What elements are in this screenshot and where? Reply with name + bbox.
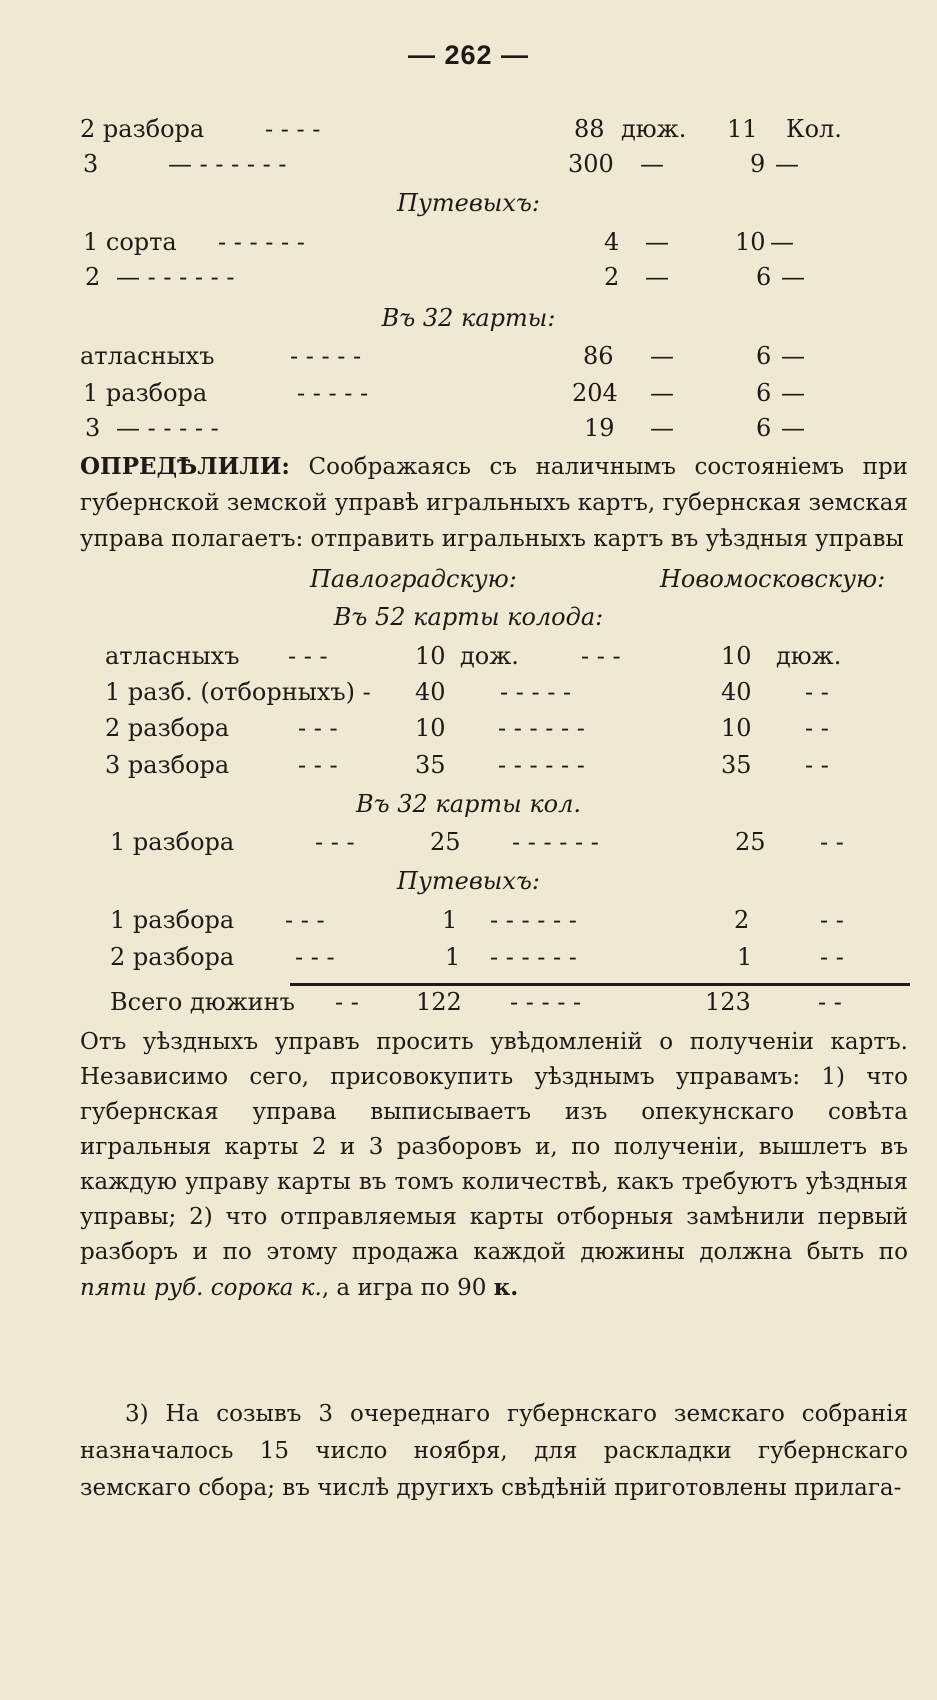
price-kopecks: сорока к. xyxy=(210,1275,322,1301)
row-unit2: — xyxy=(781,379,805,407)
row-unit-novomoskovsk: - - xyxy=(805,678,829,706)
row-dashes: - - - xyxy=(285,906,325,934)
kopeck-abbrev: к. xyxy=(493,1274,519,1301)
row-dashes: - - - - - - xyxy=(498,714,585,742)
total-label: Всего дюжинъ xyxy=(110,988,295,1016)
row-unit: — xyxy=(650,342,674,370)
paragraph-text-end: , а игра по 90 xyxy=(321,1275,487,1301)
row-unit-novomoskovsk: - - xyxy=(805,751,829,779)
paragraph-text: 3) На созывъ 3 очереднаго губернскаго земскаго собранія назначалось 15 число ноября, для раскладки губернскаго земскаго сбора; въ числѣ другихъ свѣдѣній приготовлены прилага- xyxy=(80,1401,908,1501)
row-value-pavlograd: 1 xyxy=(445,943,461,971)
paragraph-text: Отъ уѣздныхъ управъ просить увѣдомленій о полученіи картъ. Независимо сего, присовокупить уѣзднымъ управамъ: 1) что губернская управа выписываетъ изъ опекунскаго совѣта игральныя карты 2 и 3 разборовъ и, по полученіи, вышлетъ въ каждую управу карты въ томъ количествѣ, какъ требуютъ уѣздныя управы; 2) что отправляемыя карты отборныя замѣнили первый разборъ и по этому продажа каждой дюжины должна быть по xyxy=(80,1029,908,1265)
row-label: 3 разбора xyxy=(105,751,230,779)
row-label: 1 разбора xyxy=(110,906,235,934)
section-32-cards: Въ 32 карты: xyxy=(381,304,556,332)
row-value: 88 xyxy=(574,115,605,143)
row-dashes: - - - - - xyxy=(500,678,572,706)
row-dashes: - - - - - - xyxy=(512,828,599,856)
row-unit-novomoskovsk: - - xyxy=(805,714,829,742)
row-value-pavlograd: 25 xyxy=(430,828,461,856)
row-dashes: - - - xyxy=(581,642,621,670)
row-value-novomoskovsk: 10 xyxy=(721,714,752,742)
row-unit: дюж. xyxy=(621,115,687,143)
row-dashes: - - xyxy=(335,988,359,1016)
section-32-cards-kol: Въ 32 карты кол. xyxy=(355,790,582,818)
row-label: 3 xyxy=(83,150,99,178)
row-unit2: — xyxy=(781,263,805,291)
paragraph-lead: ОПРЕДѢЛИЛИ: xyxy=(80,453,290,480)
row-value-novomoskovsk: 2 xyxy=(734,906,750,934)
row-label: атласныхъ xyxy=(105,642,240,670)
row-unit: — xyxy=(645,263,669,291)
row-value-pavlograd: 40 xyxy=(415,678,446,706)
row-value2: 6 xyxy=(756,342,772,370)
row-dashes: — - - - - - xyxy=(116,414,219,442)
row-value-novomoskovsk: 10 xyxy=(721,642,752,670)
row-dashes: - - - - - - xyxy=(490,943,577,971)
total-value-novomoskovsk: 123 xyxy=(705,988,751,1016)
row-unit-pavlograd: дож. xyxy=(460,642,519,670)
row-value2: 6 xyxy=(756,379,772,407)
paragraph-instructions xyxy=(80,1025,908,1306)
row-value-pavlograd: 10 xyxy=(415,642,446,670)
row-dashes: - - - - - - xyxy=(218,228,305,256)
total-value-pavlograd: 122 xyxy=(416,988,462,1016)
section-putevykh: Путевыхъ: xyxy=(397,189,540,217)
paragraph-text: Соображаясь съ наличнымъ состояніемъ при губернской земской управѣ игральныхъ картъ, губернская земская управа полагаетъ: отправить игральныхъ картъ въ уѣздныя управы xyxy=(80,454,908,552)
row-unit: — xyxy=(645,228,669,256)
row-dashes: — - - - - - - xyxy=(168,150,287,178)
paragraph-session xyxy=(80,1396,908,1507)
row-unit-novomoskovsk: дюж. xyxy=(776,642,842,670)
row-label: 1 сорта xyxy=(83,228,177,256)
row-value-pavlograd: 1 xyxy=(442,906,458,934)
row-value: 86 xyxy=(583,342,614,370)
row-dashes: - - - xyxy=(315,828,355,856)
row-value-novomoskovsk: 25 xyxy=(735,828,766,856)
row-value: 2 xyxy=(604,263,620,291)
row-dashes: - - - xyxy=(288,642,328,670)
row-label: 1 разб. (отборныхъ) - xyxy=(105,678,371,706)
row-dashes: - - - - - xyxy=(510,988,582,1016)
row-unit2: Кол. xyxy=(786,115,842,143)
column-header-pavlograd: Павлоградскую: xyxy=(310,565,517,593)
row-unit: — xyxy=(650,414,674,442)
row-unit2: — xyxy=(770,228,794,256)
row-unit2: — xyxy=(781,414,805,442)
row-value2: 10 xyxy=(735,228,766,256)
row-unit-novomoskovsk: - - xyxy=(820,828,844,856)
row-label: 2 разбора xyxy=(80,115,205,143)
section-putevykh: Путевыхъ: xyxy=(397,867,540,895)
price-rubles: пяти руб. xyxy=(80,1275,204,1301)
row-value: 300 xyxy=(568,150,614,178)
row-label: 2 разбора xyxy=(110,943,235,971)
row-dashes: - - - xyxy=(295,943,335,971)
row-dashes: - - - - - - xyxy=(498,751,585,779)
row-unit2: — xyxy=(781,342,805,370)
row-value-novomoskovsk: 35 xyxy=(721,751,752,779)
row-label: 1 разбора xyxy=(83,379,208,407)
row-value2: 11 xyxy=(727,115,758,143)
row-unit2: — xyxy=(775,150,799,178)
row-dashes: - - - - - - xyxy=(490,906,577,934)
row-dashes: - - - xyxy=(298,751,338,779)
row-value: 4 xyxy=(604,228,620,256)
row-dashes: - - - - - xyxy=(297,379,369,407)
row-label: 2 xyxy=(85,263,101,291)
row-unit-novomoskovsk: - - xyxy=(818,988,842,1016)
total-divider-line xyxy=(290,983,910,986)
row-unit-novomoskovsk: - - xyxy=(820,906,844,934)
column-header-novomoskovsk: Новомосковскую: xyxy=(660,565,886,593)
row-dashes: - - - - - xyxy=(290,342,362,370)
row-value2: 6 xyxy=(756,414,772,442)
row-unit: — xyxy=(650,379,674,407)
row-dashes: - - - xyxy=(298,714,338,742)
row-label: 3 xyxy=(85,414,101,442)
row-value-pavlograd: 10 xyxy=(415,714,446,742)
row-label: 2 разбора xyxy=(105,714,230,742)
row-unit: — xyxy=(640,150,664,178)
row-value-novomoskovsk: 40 xyxy=(721,678,752,706)
page-number: — 262 — xyxy=(407,40,530,70)
row-value2: 9 xyxy=(750,150,766,178)
row-dashes: — - - - - - - xyxy=(116,263,235,291)
row-label: 1 разбора xyxy=(110,828,235,856)
row-value-novomoskovsk: 1 xyxy=(737,943,753,971)
row-label: атласныхъ xyxy=(80,342,215,370)
row-value: 204 xyxy=(572,379,618,407)
row-unit-novomoskovsk: - - xyxy=(820,943,844,971)
section-52-cards: Въ 52 карты колода: xyxy=(333,603,604,631)
row-value: 19 xyxy=(584,414,615,442)
paragraph-opredelili xyxy=(80,449,908,557)
row-value-pavlograd: 35 xyxy=(415,751,446,779)
row-dashes: - - - - xyxy=(265,115,321,143)
row-value2: 6 xyxy=(756,263,772,291)
